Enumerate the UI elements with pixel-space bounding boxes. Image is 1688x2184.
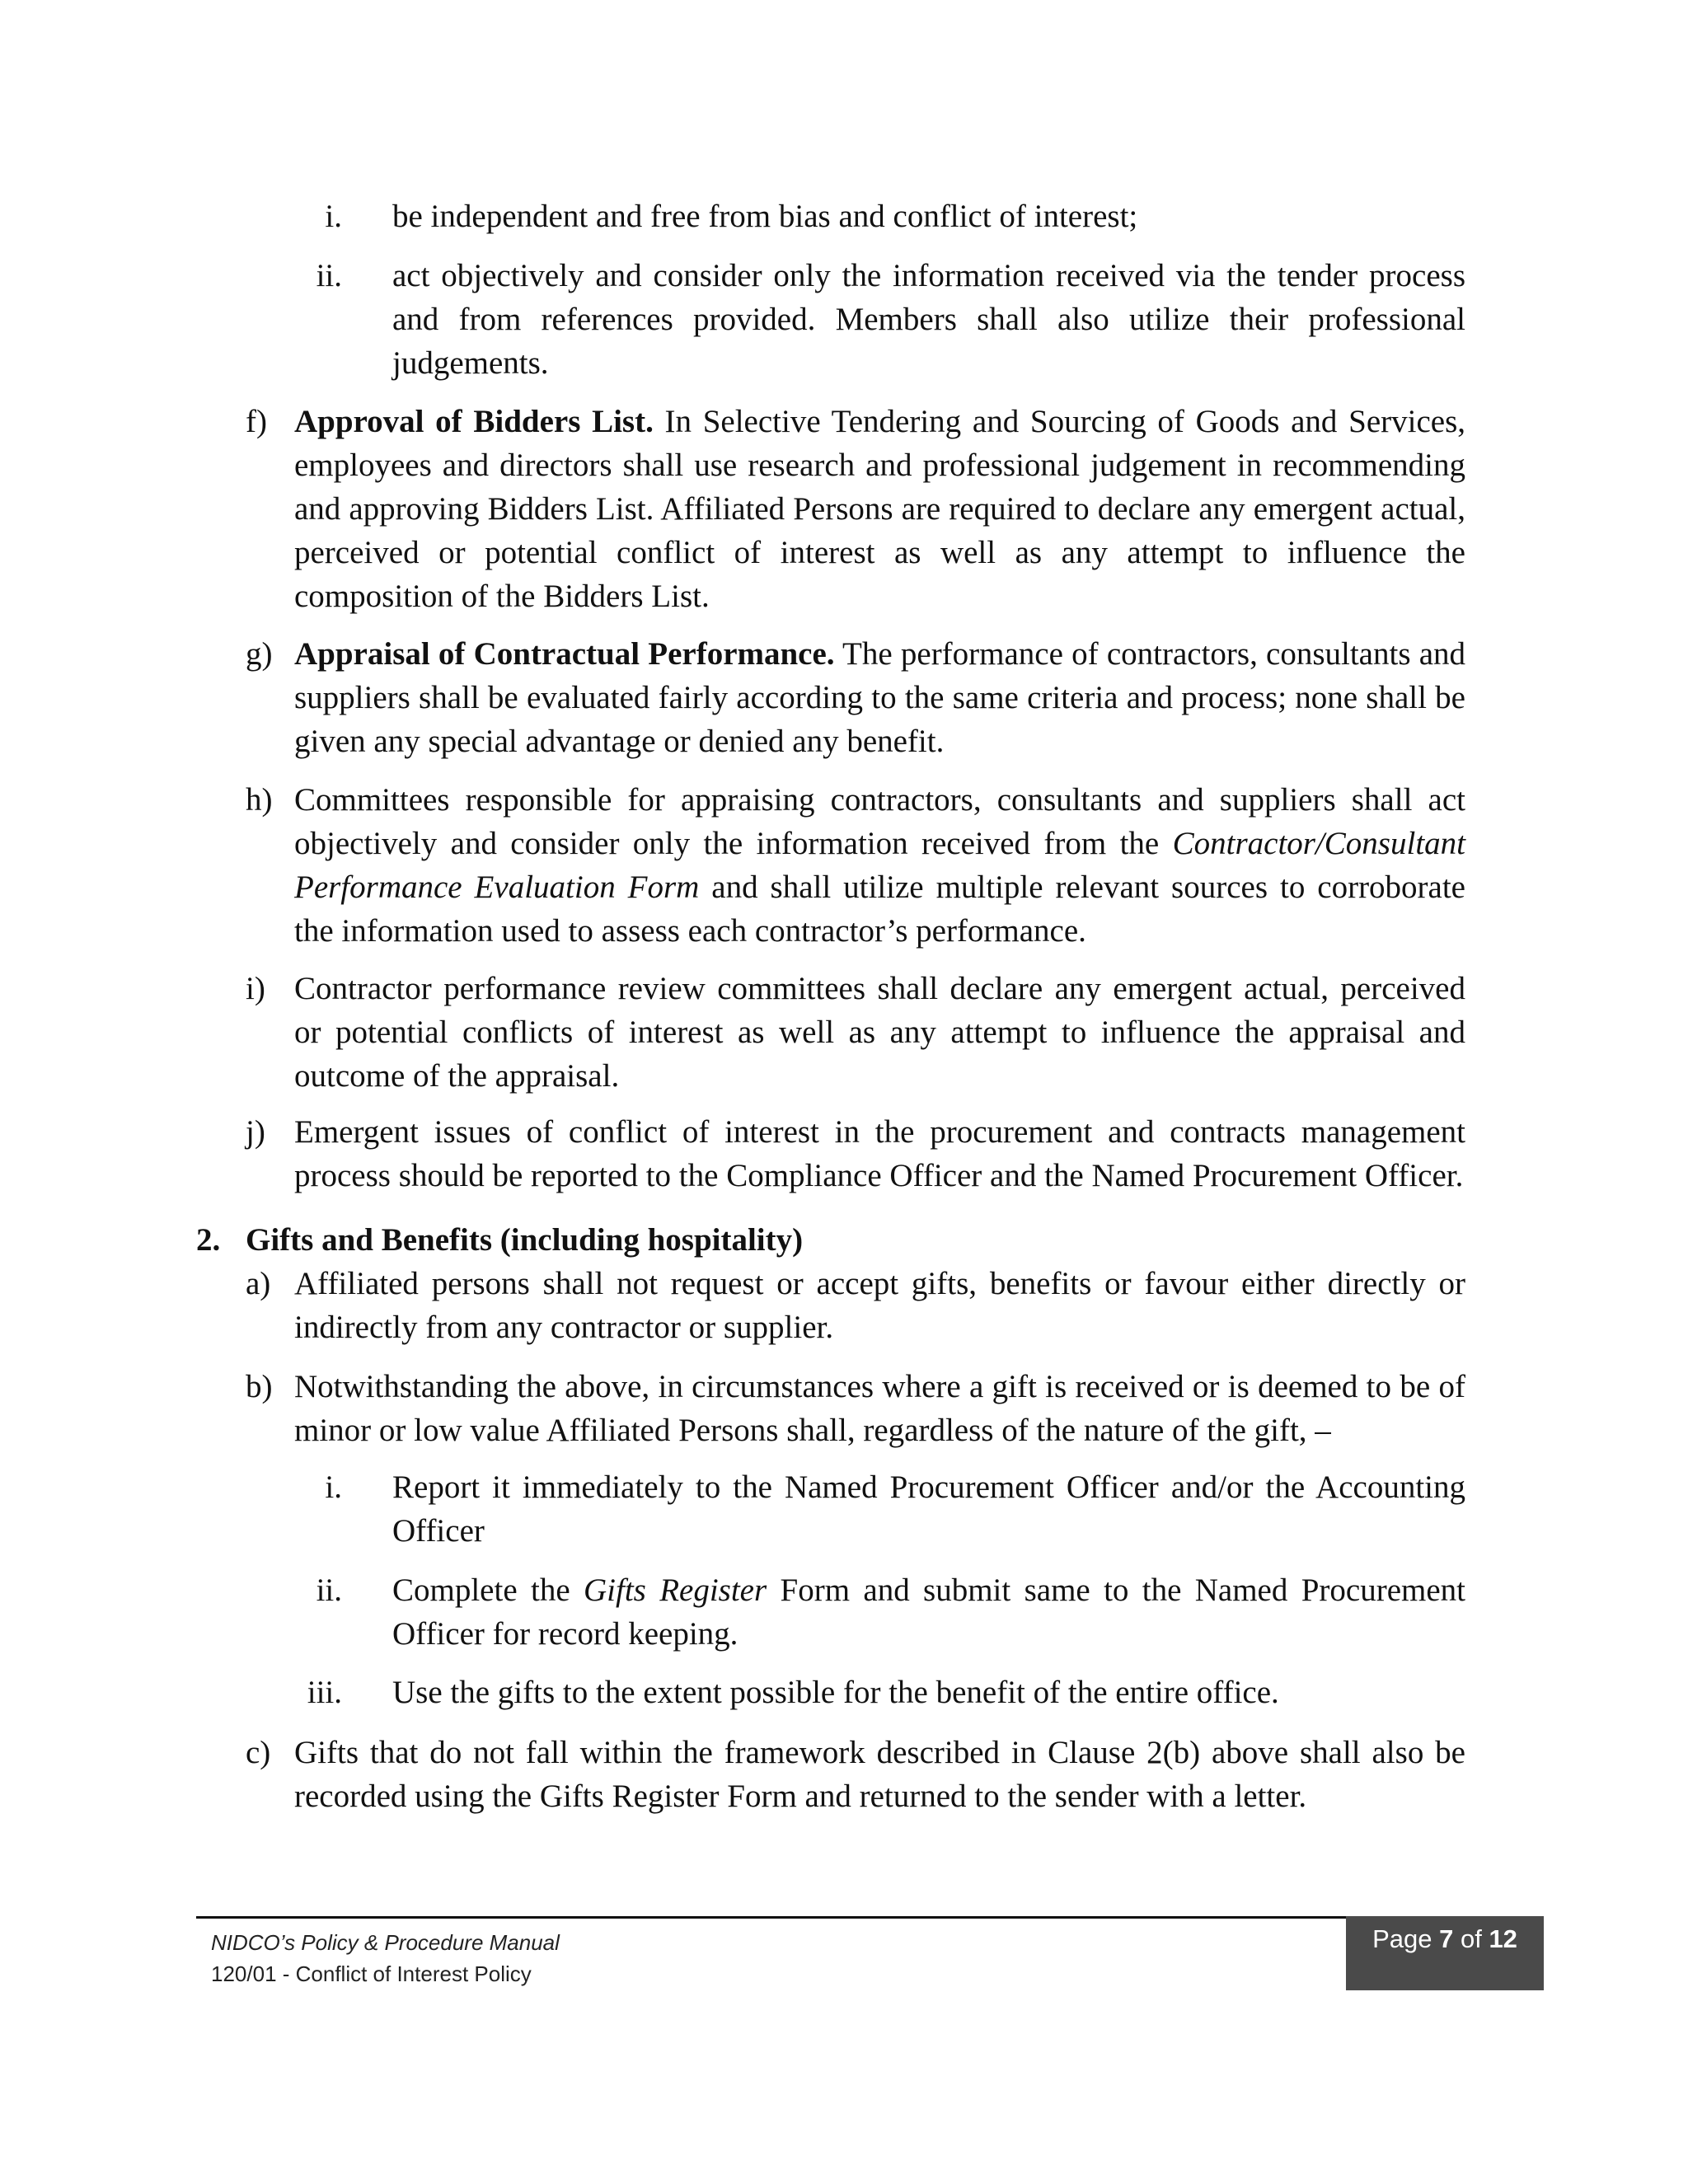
- subitem-body-start: Complete the: [392, 1572, 584, 1608]
- subitem-text: [392, 1568, 1465, 1656]
- footer-divider: [196, 1916, 1544, 1919]
- subitem-number: i.: [325, 199, 342, 234]
- page-of-label: of: [1453, 1924, 1489, 1953]
- subitem-text: act objectively and consider only the information received via the tender process and from references provided. Members shall also utilize their professional judgements.: [392, 258, 1465, 381]
- subitem-number: i.: [325, 1469, 342, 1505]
- item-2a-text: Affiliated persons shall not request or accept gifts, benefits or favour either directly or indirectly from any contractor or supplier.: [294, 1266, 1465, 1345]
- subitem-number: ii.: [316, 258, 342, 293]
- subitem-text: be independent and free from bias and conflict of interest;: [392, 199, 1138, 234]
- item-h-body-end: and shall utilize multiple relevant sources to corroborate the information used to assess each contractor’s performance.: [294, 869, 1465, 949]
- subitem-number: ii.: [316, 1572, 342, 1608]
- subitem-number: iii.: [307, 1675, 342, 1710]
- item-letter: i): [246, 971, 265, 1006]
- footer-manual-title: NIDCO’s Policy & Procedure Manual: [211, 1930, 560, 1955]
- item-2c-text: Gifts that do not fall within the framework described in Clause 2(b) above shall also be recorded using the Gifts Register Form and returned to the sender with a letter.: [294, 1735, 1465, 1814]
- item-g-body: The performance of contractors, consultants and suppliers shall be evaluated fairly according to the same criteria and process; none shall be given any special advantage or denied any benefit.: [294, 636, 1466, 759]
- page-label: Page: [1372, 1924, 1440, 1953]
- item-h-text: [294, 778, 1465, 953]
- item-f-heading: Approval of Bidders List.: [294, 404, 654, 439]
- item-g-heading: Appraisal of Contractual Performance.: [294, 636, 835, 672]
- gifts-register-name: Gifts Register: [584, 1572, 767, 1608]
- item-letter: b): [246, 1369, 273, 1404]
- item-j-text: Emergent issues of conflict of interest in the procurement and contracts management process should be reported to the Compliance Officer and the Named Procurement Officer.: [294, 1114, 1465, 1193]
- item-i-text: Contractor performance review committees shall declare any emergent actual, perceived or potential conflicts of interest as well as any attempt to influence the appraisal and outcome of the appraisal.: [294, 971, 1465, 1094]
- page-number-box: [1346, 1916, 1544, 1990]
- section-heading: Gifts and Benefits (including hospitality): [246, 1222, 804, 1258]
- item-letter: j): [246, 1114, 265, 1150]
- item-h-body-start: Committees responsible for appraising contractors, consultants and suppliers shall act objectively and consider only the information received from the: [294, 782, 1465, 861]
- item-f-body: In Selective Tendering and Sourcing of Goods and Services, employees and directors shall use research and professional judgement in recommending and approving Bidders List. Affiliated Persons are required to declare any emergent actual, perceived or potential conflict of interest as well as any attempt to influence the composition of the Bidders List.: [294, 404, 1465, 614]
- page-number: 7: [1439, 1924, 1454, 1953]
- item-letter: c): [246, 1735, 271, 1770]
- section-number: 2.: [196, 1222, 221, 1258]
- item-letter: g): [246, 636, 273, 672]
- item-2b-text: Notwithstanding the above, in circumstances where a gift is received or is deemed to be of minor or low value Affiliated Persons shall, regardless of the nature of the gift, –: [294, 1369, 1465, 1448]
- item-letter: a): [246, 1266, 271, 1301]
- evaluation-form-name: Contractor/Consultant Performance Evaluation Form: [294, 826, 1465, 905]
- footer-policy-id: 120/01 - Conflict of Interest Policy: [211, 1961, 532, 1986]
- page-total: 12: [1489, 1924, 1517, 1953]
- item-g-text: [294, 632, 1465, 763]
- item-letter: f): [246, 404, 267, 439]
- subitem-text: Use the gifts to the extent possible for the benefit of the entire office.: [392, 1675, 1279, 1710]
- subitem-body-end: Form and submit same to the Named Procurement Officer for record keeping.: [392, 1572, 1465, 1652]
- item-letter: h): [246, 782, 273, 818]
- item-f-text: [294, 400, 1465, 618]
- subitem-text: Report it immediately to the Named Procurement Officer and/or the Accounting Officer: [392, 1469, 1465, 1549]
